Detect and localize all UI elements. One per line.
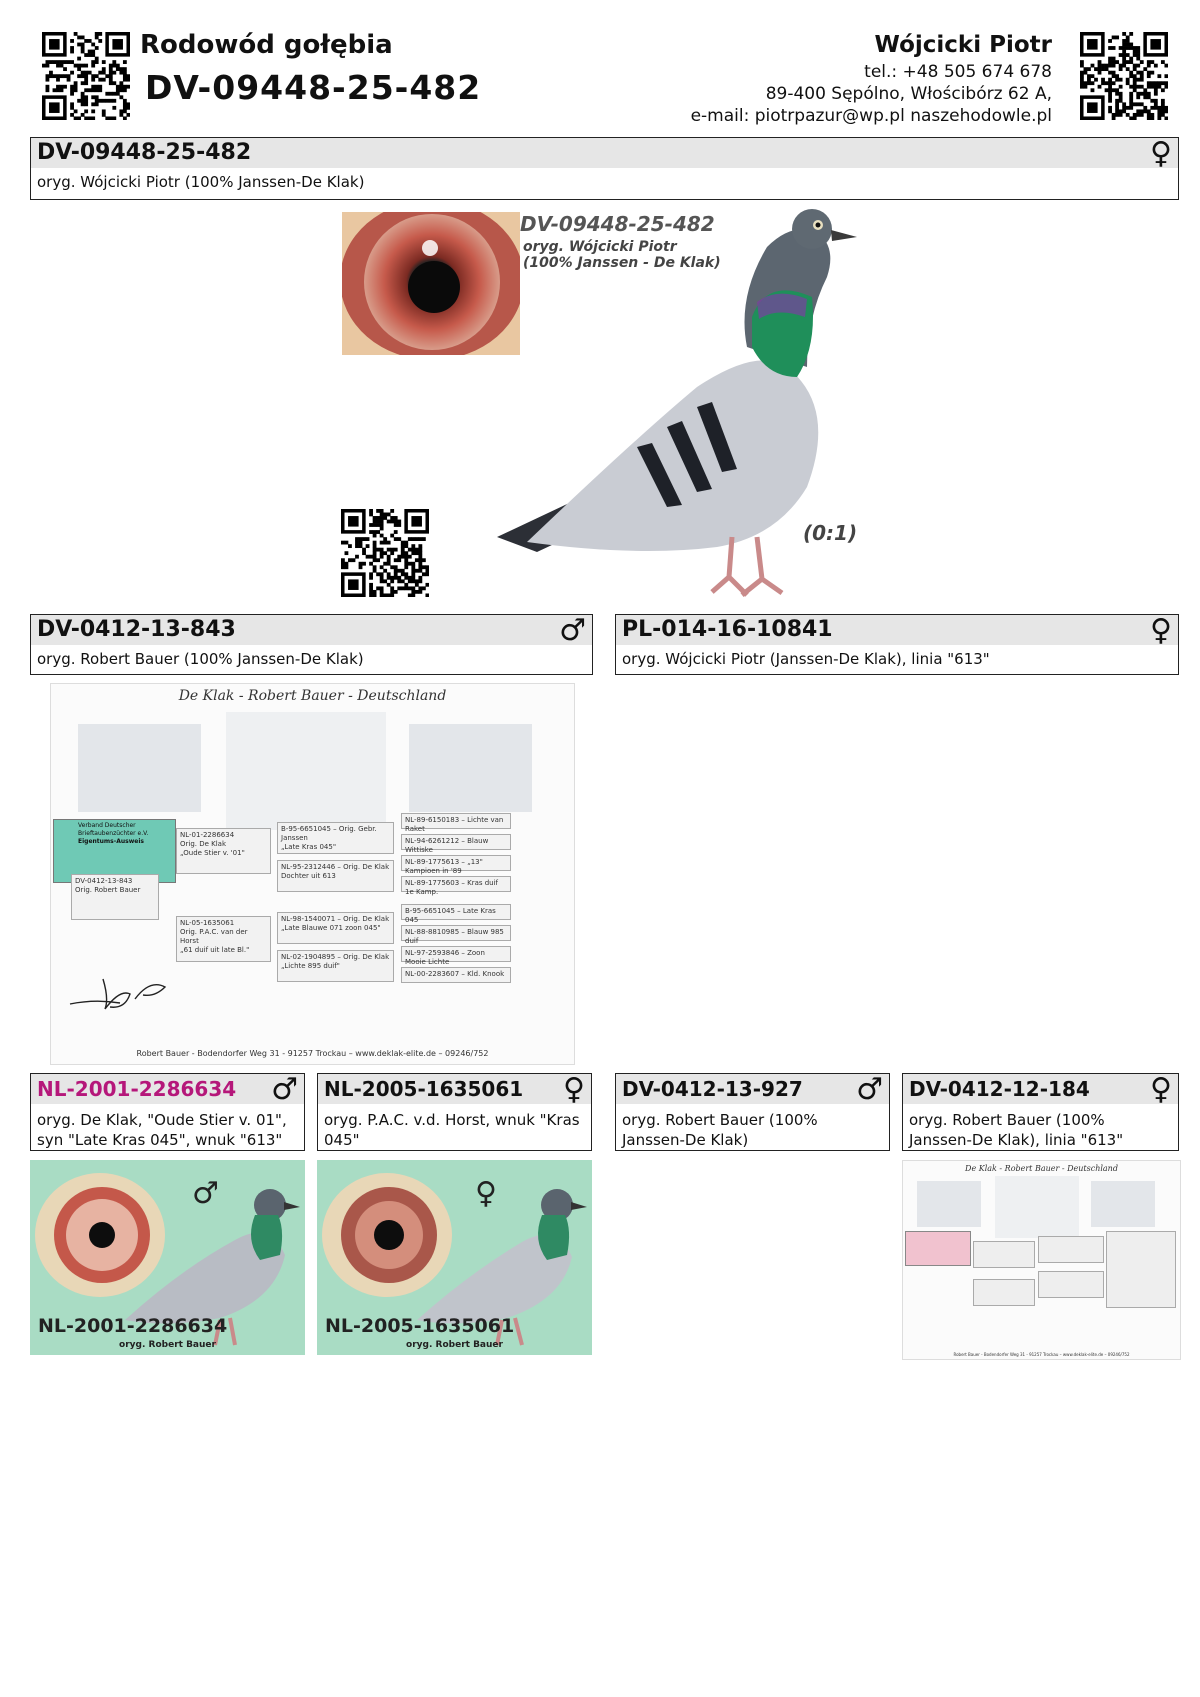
qr-svg <box>42 32 130 120</box>
mini-ownership-card <box>905 1231 971 1266</box>
certificate-box-line: NL-89-6150183 – Lichte van Raket <box>405 816 504 833</box>
female-icon: ♀ <box>1150 136 1172 171</box>
certificate-box <box>277 950 394 982</box>
mini-cert-box <box>1038 1236 1104 1263</box>
owner-address: 89-400 Sępólno, Włościbórz 62 A, <box>765 84 1052 104</box>
certificate-box-line: „61 duif uit late Bl." <box>180 946 250 954</box>
certificate-box-line: NL-88-8810985 – Blauw 985 duif <box>405 928 504 945</box>
certificate-box <box>401 834 511 854</box>
certificate-box-line: NL-89-1775613 – „13" Kampioen in '89 <box>405 858 483 875</box>
card-header <box>903 1072 1178 1107</box>
certificate-box <box>176 828 271 874</box>
ownership-card-line2: Brieftaubenzüchter e.V. <box>78 830 149 837</box>
bird-origin: oryg. Wójcicki Piotr (100% Janssen-De Klak) <box>37 173 365 191</box>
grandparent-card-3 <box>615 1073 890 1151</box>
certificate-box-line: B-95-6651045 – Late Kras 045 <box>405 907 496 924</box>
certificate-box-line: „Oude Stier v. '01" <box>180 849 245 857</box>
certificate-box <box>277 860 394 892</box>
certificate-box-line: Orig. Robert Bauer <box>75 886 141 894</box>
photo-origin-line2: (100% Janssen - De Klak) <box>523 255 721 271</box>
bird-origin: oryg. Wójcicki Piotr (Janssen-De Klak), linia "613" <box>622 650 990 668</box>
ownership-card-line3: Eigentums-Ausweis <box>78 838 144 845</box>
certificate-box-line: NL-95-2312446 – Orig. De Klak <box>281 863 390 871</box>
certificate-photo-center <box>226 712 386 830</box>
bird-ring: DV-0412-13-927 <box>622 1077 803 1101</box>
certificate-box <box>71 874 159 920</box>
grandparent-photo-2 <box>317 1160 592 1355</box>
certificate-box <box>401 813 511 833</box>
dam-card <box>615 614 1179 675</box>
bird-ring: PL-014-16-10841 <box>622 617 833 642</box>
male-icon: ♂ <box>271 1072 298 1107</box>
certificate-box-line: NL-02-1904895 – Orig. De Klak <box>281 953 390 961</box>
certificate-box <box>401 946 511 966</box>
certificate-box-line: „Lichte 895 duif" <box>281 962 340 970</box>
mini-certificate-title: De Klak - Robert Bauer - Deutschland <box>965 1164 1118 1173</box>
certificate-box-line: DV-0412-13-843 <box>75 877 133 885</box>
bird-ring: NL-2001-2286634 <box>37 1077 237 1101</box>
certificate-box-line: NL-98-1540071 – Orig. De Klak <box>281 915 390 923</box>
certificate-box-line: NL-94-6261212 – Blauw Wittiske <box>405 837 489 854</box>
mini-cert-box <box>1106 1231 1176 1308</box>
certificate-title: De Klak - Robert Bauer - Deutschland <box>178 688 447 704</box>
bird-origin: oryg. Robert Bauer (100% Janssen-De Klak), linia "613" <box>909 1111 1124 1149</box>
owner-name: Wójcicki Piotr <box>874 32 1052 58</box>
certificate-box <box>401 967 511 983</box>
bird-ring: NL-2005-1635061 <box>324 1077 524 1101</box>
ownership-card-line1: Verband Deutscher <box>78 822 136 829</box>
main-ring-title: DV-09448-25-482 <box>145 68 482 107</box>
photo-qr-code <box>341 509 429 597</box>
female-icon: ♀ <box>563 1072 585 1107</box>
card-header <box>616 613 1178 648</box>
certificate-box-line: NL-97-2593846 – Zoon Mooie Lichte <box>405 949 485 966</box>
certificate-footer: Robert Bauer - Bodendorfer Weg 31 - 91257 Trockau – www.deklak-elite.de – 09246/752 <box>136 1049 489 1058</box>
document-title: Rodowód gołębia <box>140 30 393 60</box>
photo-ring-label: NL-2001-2286634 <box>38 1315 228 1337</box>
grandparent-card-1 <box>30 1073 305 1151</box>
qr-svg <box>341 509 429 597</box>
bird-ring: DV-0412-13-843 <box>37 617 236 642</box>
certificate-box <box>176 916 271 962</box>
qr-svg <box>1080 32 1168 120</box>
bird-origin: oryg. P.A.C. v.d. Horst, wnuk "Kras 045" <box>324 1111 580 1149</box>
mini-cert-photo-center <box>995 1176 1079 1238</box>
main-bird-card <box>30 137 1179 200</box>
certificate-box <box>401 904 511 924</box>
bird-ring: DV-09448-25-482 <box>37 140 252 165</box>
certificate-box-line: NL-00-2283607 – Kld. Knook <box>405 970 505 978</box>
certificate-box <box>401 855 511 875</box>
certificate-box <box>401 925 511 945</box>
female-icon: ♀ <box>1150 613 1172 648</box>
photo-sex-symbol: ♀ <box>475 1176 497 1211</box>
pedigree-certificate-image <box>50 683 575 1065</box>
signature <box>65 969 175 1019</box>
male-icon: ♂ <box>559 613 586 648</box>
grandparent-card-2 <box>317 1073 592 1151</box>
main-bird-photo <box>337 207 871 605</box>
photo-ratio-label: (0:1) <box>803 521 858 545</box>
certificate-box <box>277 822 394 854</box>
bird-ring: DV-0412-12-184 <box>909 1077 1090 1101</box>
mini-certificate-footer: Robert Bauer - Bodendorfer Weg 31 - 91257 Trockau – www.deklak-elite.de – 09246/752 <box>953 1352 1130 1357</box>
female-icon: ♀ <box>1150 1072 1172 1107</box>
card-header <box>31 613 592 648</box>
male-icon: ♂ <box>856 1072 883 1107</box>
mini-cert-photo-left <box>917 1181 981 1227</box>
grandparent-card-4 <box>902 1073 1179 1151</box>
card-header <box>31 136 1178 171</box>
owner-phone: tel.: +48 505 674 678 <box>864 62 1052 82</box>
certificate-box-line: NL-05-1635061 <box>180 919 235 927</box>
owner-email: e-mail: piotrpazur@wp.pl naszehodowle.pl <box>690 106 1052 126</box>
certificate-box-line: Orig. P.A.C. van der Horst <box>180 928 248 945</box>
bird-origin: oryg. De Klak, "Oude Stier v. 01", syn "Late Kras 045", wnuk "613" <box>37 1111 287 1149</box>
photo-ring-label: NL-2005-1635061 <box>325 1315 515 1337</box>
photo-ring-label: DV-09448-25-482 <box>520 212 715 236</box>
mini-cert-box <box>1038 1271 1104 1298</box>
grandparent-photo-1 <box>30 1160 305 1355</box>
sire-card <box>30 614 593 675</box>
certificate-box-line: NL-01-2286634 <box>180 831 235 839</box>
photo-origin: oryg. Robert Bauer <box>119 1340 216 1350</box>
grandparent-4-certificate-image <box>902 1160 1181 1360</box>
certificate-box-line: NL-89-1775603 – Kras duif 1e Kamp. <box>405 879 499 896</box>
mini-cert-box <box>973 1279 1035 1306</box>
certificate-box <box>401 876 511 896</box>
certificate-box-line: Dochter uit 613 <box>281 872 336 880</box>
certificate-box-line: B-95-6651045 – Orig. Gebr. Janssen <box>281 825 377 842</box>
certificate-photo-right <box>409 724 532 812</box>
mini-cert-box <box>973 1241 1035 1268</box>
card-header <box>616 1072 889 1107</box>
certificate-box-line: „Late Blauwe 071 zoon 045" <box>281 924 381 932</box>
certificate-box-line: Orig. De Klak <box>180 840 227 848</box>
certificate-box-line: „Late Kras 045" <box>281 843 337 851</box>
bird-origin: oryg. Robert Bauer (100% Janssen-De Klak) <box>622 1111 818 1149</box>
photo-origin-line1: oryg. Wójcicki Piotr <box>523 239 677 255</box>
qr-code-right <box>1080 32 1168 120</box>
card-header <box>31 1072 304 1107</box>
mini-cert-photo-right <box>1091 1181 1155 1227</box>
card-header <box>318 1072 591 1107</box>
certificate-photo-left <box>78 724 201 812</box>
photo-origin: oryg. Robert Bauer <box>406 1340 503 1350</box>
certificate-box <box>277 912 394 944</box>
bird-origin: oryg. Robert Bauer (100% Janssen-De Klak) <box>37 650 364 668</box>
qr-code-left <box>42 32 130 120</box>
photo-sex-symbol: ♂ <box>192 1176 219 1211</box>
